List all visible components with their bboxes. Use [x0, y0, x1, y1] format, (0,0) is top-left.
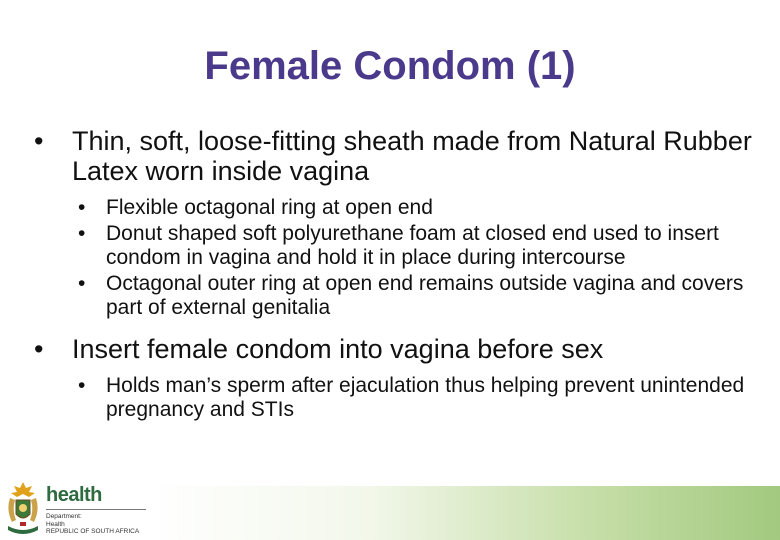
slide-title: Female Condom (1): [204, 44, 576, 88]
footer: [0, 478, 780, 540]
bullet-text: Donut shaped soft polyurethane foam at closed end used to insert condom in vagina and hold it in place during intercourse: [106, 222, 719, 269]
bullet-level1: [30, 126, 760, 320]
bullet-glyph: •: [78, 374, 86, 397]
bullet-text: Insert female condom into vagina before sex: [72, 334, 604, 364]
bullet-glyph: •: [78, 196, 86, 219]
health-department-logo: [0, 480, 160, 540]
slide-body: [30, 126, 760, 436]
logo-text: [46, 513, 139, 536]
bullet-level1: [30, 334, 760, 422]
logo-line: REPUBLIC OF SOUTH AFRICA: [46, 528, 140, 535]
logo-line: Department:: [46, 513, 82, 520]
bullet-glyph: •: [78, 272, 86, 295]
bullet-level2: [72, 272, 760, 320]
bullet-text: Holds man’s sperm after ejaculation thus helping prevent unintended pregnancy and STIs: [106, 374, 745, 421]
bullet-text: Flexible octagonal ring at open end: [106, 196, 433, 219]
sub-bullet-list: [72, 196, 760, 320]
sub-bullet-list: [72, 374, 760, 422]
logo-line: Health: [46, 520, 65, 528]
bullet-text: Thin, soft, loose-fitting sheath made from Natural Rubber Latex worn inside vagina: [72, 126, 752, 186]
bullet-text: Octagonal outer ring at open end remains outside vagina and covers part of external genitalia: [106, 272, 744, 319]
bullet-level2: [72, 196, 760, 220]
bullet-glyph: •: [78, 222, 86, 245]
coat-of-arms-icon: [2, 480, 44, 538]
logo-divider: [46, 509, 146, 510]
bullet-level2: [72, 374, 760, 422]
bullet-glyph: •: [34, 334, 44, 364]
bullet-glyph: •: [34, 126, 44, 156]
bullet-level2: [72, 222, 760, 270]
logo-wordmark: health: [46, 484, 102, 506]
footer-gradient-bar: [150, 486, 780, 540]
